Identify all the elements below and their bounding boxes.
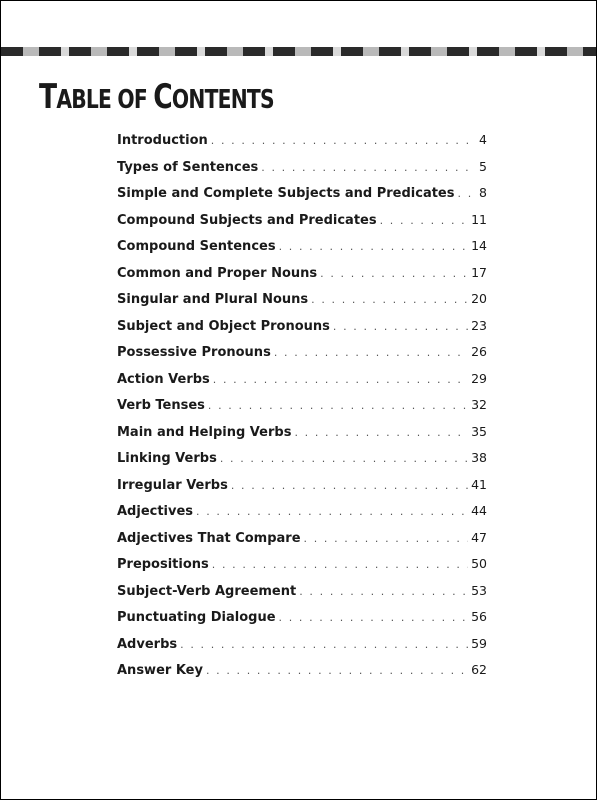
toc-entry-title: Subject and Object Pronouns: [117, 318, 330, 334]
toc-entry-title: Subject-Verb Agreement: [117, 583, 297, 599]
toc-entry-title: Singular and Plural Nouns: [117, 292, 309, 307]
title-cap-c: C: [153, 77, 172, 117]
toc-entry-page-number: 4: [479, 132, 487, 147]
toc-entry: [117, 450, 487, 477]
toc-entry-title: Compound Sentences: [117, 239, 276, 254]
toc-entry: [117, 583, 487, 610]
toc-entry-page-number: 14: [471, 238, 487, 253]
toc-entry-page-number: 44: [471, 503, 487, 518]
toc-entry-title: Adjectives That Compare: [117, 530, 301, 546]
toc-entry: [117, 662, 487, 689]
dot-leader: [299, 585, 468, 598]
toc-entry-page-number: 29: [471, 370, 487, 386]
dot-leader: [231, 479, 468, 492]
dot-leader: [294, 426, 468, 439]
title-part-2: OF: [111, 85, 154, 115]
dot-leader: [220, 452, 468, 465]
dot-leader: [274, 346, 468, 359]
toc-entry-page-number: 53: [471, 582, 487, 598]
toc-entry: [117, 503, 487, 530]
dot-leader: [279, 611, 469, 624]
toc-entry: [117, 636, 487, 663]
toc-entry-page-number: 41: [471, 476, 487, 492]
dot-leader: [206, 664, 468, 677]
toc-entry: [117, 159, 487, 186]
toc-entry-page-number: 62: [471, 662, 487, 677]
toc-entry: [117, 371, 487, 398]
dot-leader: [304, 532, 469, 545]
toc-entry-title: Adverbs: [117, 636, 178, 652]
toc-entry-title: Linking Verbs: [117, 451, 217, 466]
toc-entry: [117, 318, 487, 345]
toc-entry-page-number: 56: [471, 609, 487, 624]
toc-entry: [117, 185, 487, 212]
toc-entry: [117, 530, 487, 557]
toc-entry-title: Adjectives: [117, 504, 194, 519]
dot-leader: [311, 293, 468, 306]
dot-leader: [208, 399, 468, 412]
toc-entry-title: Verb Tenses: [117, 398, 205, 413]
dot-leader: [196, 505, 468, 518]
toc-entry: [117, 397, 487, 424]
toc-entry-title: Compound Subjects and Predicates: [117, 212, 377, 228]
toc-entry: [117, 291, 487, 318]
toc-entry: [117, 477, 487, 504]
dot-leader: [458, 187, 477, 200]
page-title: [39, 77, 274, 120]
toc-entry-page-number: 17: [471, 264, 487, 280]
toc-entry-title: Irregular Verbs: [117, 477, 228, 493]
toc-entry: [117, 132, 487, 159]
toc-entry-title: Main and Helping Verbs: [117, 424, 292, 440]
toc-entry-title: Common and Proper Nouns: [117, 265, 318, 281]
toc-entry-title: Introduction: [117, 133, 208, 148]
title-cap-t: T: [39, 77, 57, 117]
dot-leader: [180, 638, 468, 651]
title-part-3: ONTENTS: [171, 85, 274, 115]
toc-entry-title: Simple and Complete Subjects and Predicates: [117, 186, 455, 201]
toc-entry: [117, 609, 487, 636]
dot-leader: [212, 558, 468, 571]
toc-entry-title: Possessive Pronouns: [117, 345, 271, 360]
toc-entry-page-number: 32: [471, 397, 487, 412]
dot-leader: [261, 161, 476, 174]
toc-entry-title: Types of Sentences: [117, 159, 259, 175]
toc-entry-page-number: 47: [471, 529, 487, 545]
dot-leader: [320, 267, 468, 280]
toc-entry-page-number: 8: [479, 185, 487, 200]
toc-entry-page-number: 23: [471, 317, 487, 333]
title-part-1: ABLE: [56, 85, 112, 115]
toc-entry-page-number: 5: [479, 158, 487, 174]
toc-entry-page-number: 38: [471, 450, 487, 465]
toc-entry-page-number: 26: [471, 344, 487, 359]
toc-entry-page-number: 59: [471, 635, 487, 651]
toc-entry: [117, 424, 487, 451]
dot-leader: [380, 214, 468, 227]
toc-entry-page-number: 11: [471, 211, 487, 227]
toc-entry-page-number: 20: [471, 291, 487, 306]
dot-leader: [213, 373, 468, 386]
dot-leader: [211, 134, 476, 147]
toc-entry: [117, 265, 487, 292]
dot-leader: [333, 320, 468, 333]
dot-leader: [279, 240, 469, 253]
toc-entry: [117, 556, 487, 583]
toc-entry-title: Answer Key: [117, 663, 203, 678]
toc-entry-page-number: 50: [471, 556, 487, 571]
toc-entry-title: Action Verbs: [117, 371, 210, 387]
toc-entry: [117, 344, 487, 371]
toc-list: [117, 132, 487, 689]
toc-entry-page-number: 35: [471, 423, 487, 439]
toc-entry-title: Prepositions: [117, 557, 209, 572]
toc-entry: [117, 212, 487, 239]
decorative-checker-band: [1, 47, 596, 56]
toc-entry: [117, 238, 487, 265]
toc-entry-title: Punctuating Dialogue: [117, 610, 276, 625]
